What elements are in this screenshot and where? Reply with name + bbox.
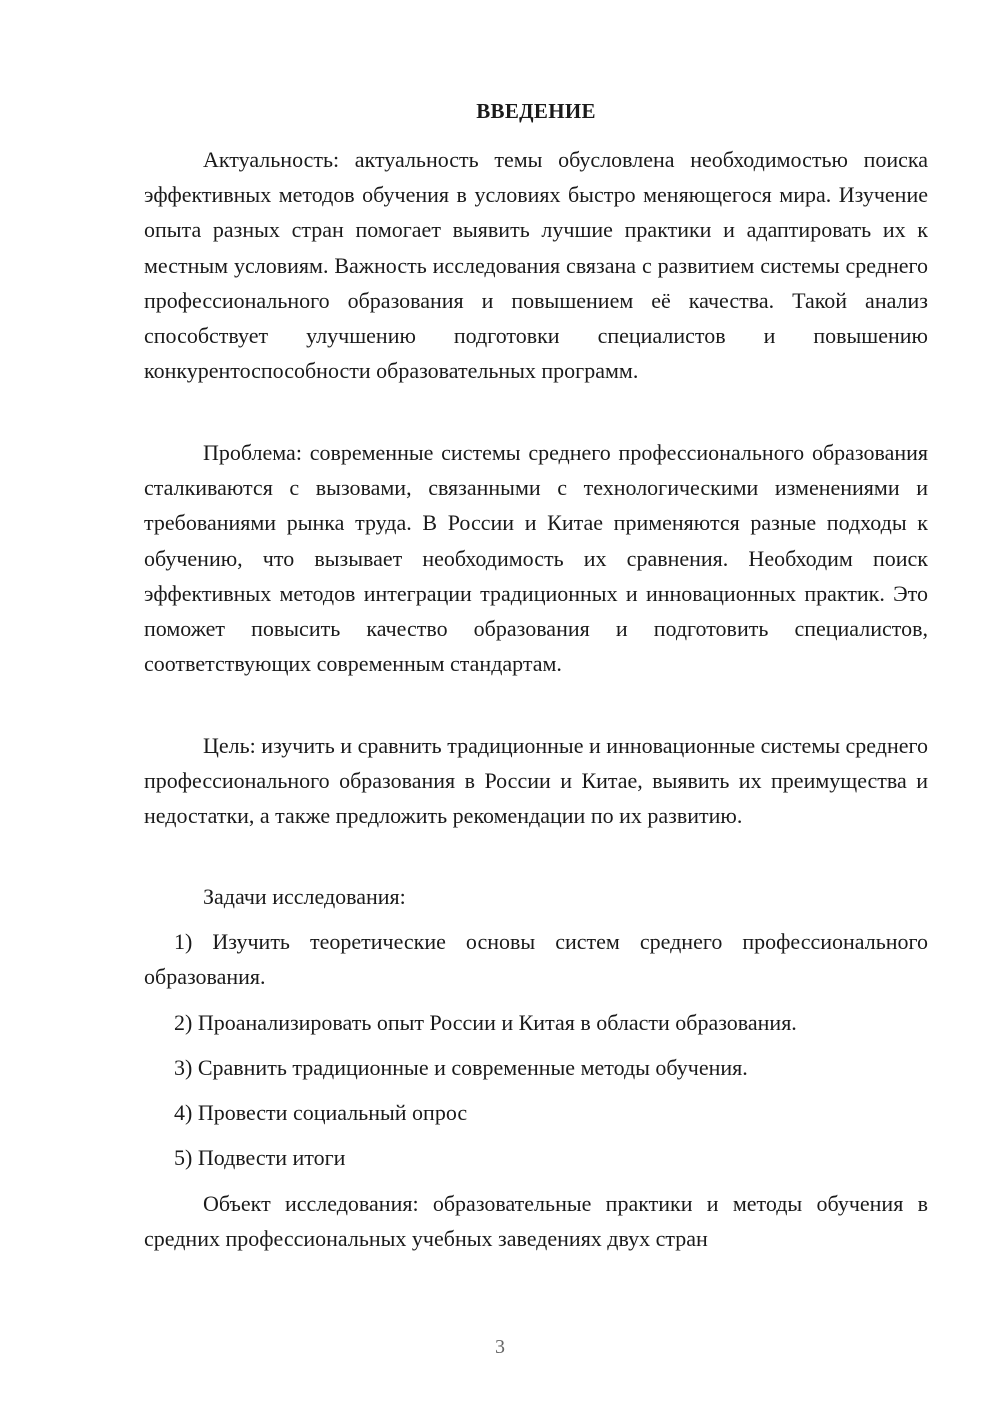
relevance-paragraph: Актуальность: актуальность темы обусловлена необходимостью поиска эффективных методов обучения в условиях быстро меняющегося мира. Изучение опыта разных стран помогает выявить лучшие практики и адаптировать их к местным условиям. Важность исследования связана с развитием системы среднего профессионального образования и повышением её качества. Такой анализ способствует улучшению подготовки специалистов и повышению конкурентоспособности образовательных программ.: [144, 147, 928, 384]
section-heading: ВВЕДЕНИЕ: [476, 99, 596, 123]
task-item-5: 5) Подвести итоги: [174, 1145, 346, 1170]
goal-paragraph: Цель: изучить и сравнить традиционные и инновационные системы среднего профессионального образования в России и Китае, выявить их преимущества и недостатки, а также предложить рекомендации по их развитию.: [144, 733, 928, 829]
task-item-4: 4) Провести социальный опрос: [174, 1100, 468, 1125]
problem-paragraph: Проблема: современные системы среднего профессионального образования сталкиваются с вызовами, связанными с технологическими изменениями и требованиями рынка труда. В России и Китае применяются разные подходы к обучению, что вызывает необходимость их сравнения. Необходим поиск эффективных методов интеграции традиционных и инновационных практик. Это поможет повысить качество образования и подготовить специалистов, соответствующих современным стандартам.: [144, 440, 928, 677]
task-item-3: 3) Сравнить традиционные и современные методы обучения.: [174, 1055, 748, 1080]
task-item-2: 2) Проанализировать опыт России и Китая в области образования.: [174, 1010, 797, 1035]
page-number: 3: [495, 1336, 505, 1358]
task-item-1: 1) Изучить теоретические основы систем среднего профессионального образования.: [144, 929, 928, 990]
object-paragraph: Объект исследования: образовательные практики и методы обучения в средних профессиональных учебных заведениях двух стран: [144, 1191, 928, 1252]
tasks-title: Задачи исследования:: [203, 884, 406, 909]
